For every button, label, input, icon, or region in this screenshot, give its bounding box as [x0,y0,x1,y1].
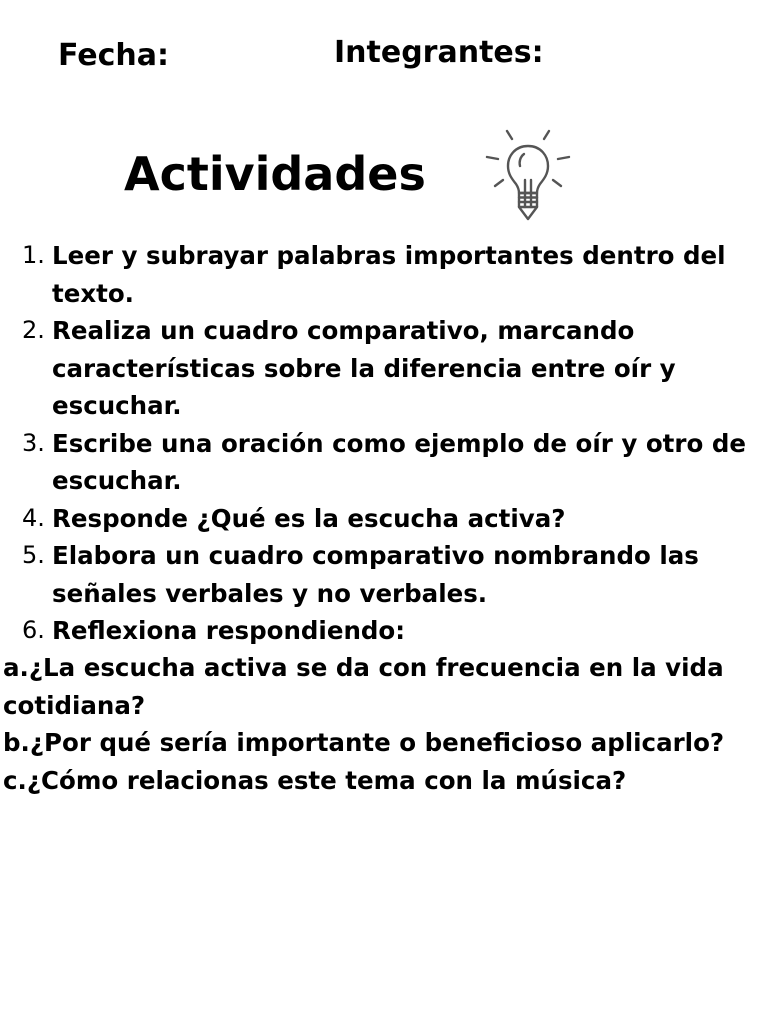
list-item [0,312,768,425]
item-text: Escribe una oración como ejemplo de oír y otro de escuchar. [52,428,746,495]
list-item [0,537,768,612]
item-number: 1. [22,241,45,269]
item-text: Responde ¿Qué es la escucha activa? [52,503,566,533]
item-text: Elabora un cuadro comparativo nombrando las señales verbales y no verbales. [52,541,699,608]
list-item [0,237,768,312]
item-number: 6. [22,616,45,644]
activity-list [0,237,768,650]
item-text: Realiza un cuadro comparativo, marcando características sobre la diferencia entre oír y escuchar. [52,316,676,420]
list-item [0,500,768,538]
list-item [0,425,768,500]
lightbulb-pencil-icon [482,124,574,222]
item-number: 3. [22,428,45,457]
item-text: Leer y subrayar palabras importantes dentro del texto. [52,241,726,308]
reflection-questions [3,649,763,799]
question-item: a.¿La escucha activa se da con frecuencia en la vida cotidiana? [3,653,724,720]
question-item: b.¿Por qué sería importante o beneficioso aplicarlo? [3,728,725,757]
item-number: 2. [22,316,45,344]
item-number: 5. [22,541,45,569]
integrantes-label: Integrantes: [334,35,544,70]
fecha-label: Fecha: [58,38,170,73]
list-item [0,612,768,650]
question-item: c.¿Cómo relacionas este tema con la música? [3,765,627,795]
item-number: 4. [22,503,45,532]
item-text: Reflexiona respondiendo: [52,616,406,645]
page-title: Actividades [124,147,426,201]
